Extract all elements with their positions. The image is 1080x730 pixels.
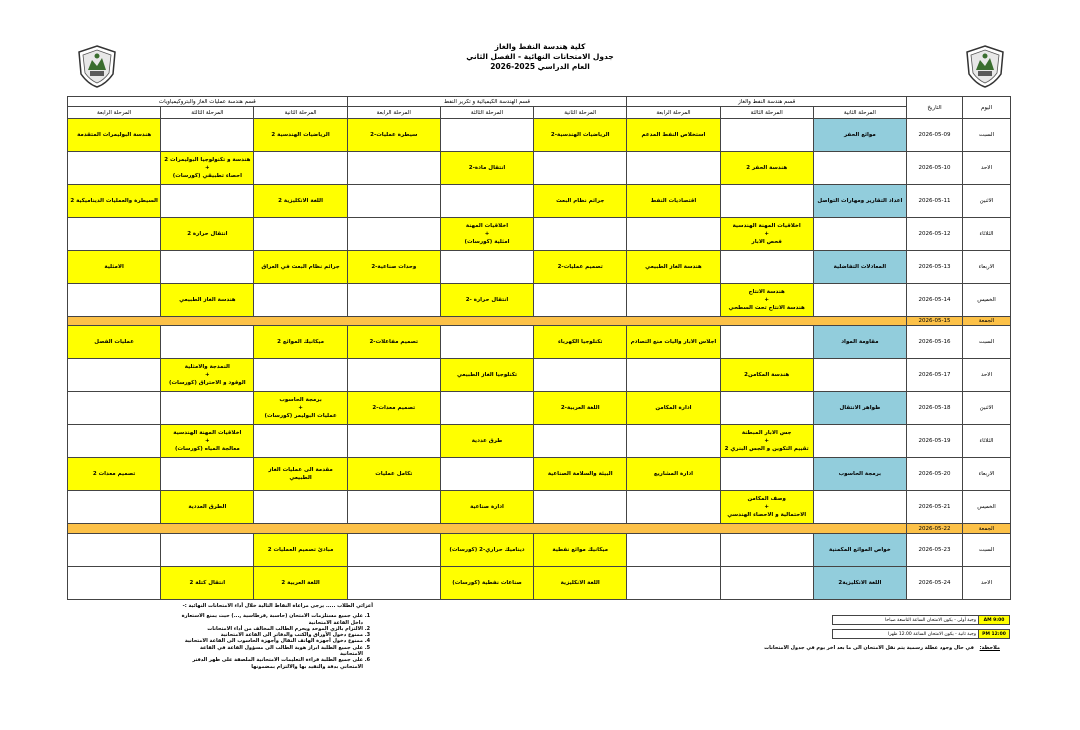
exam-cell xyxy=(347,566,440,599)
remark-text: في حال وجود عطلة رسمية يتم نقل الامتحان الى ما بعد اخر يوم في جدول الامتحانات xyxy=(764,645,974,651)
date-cell: 2026-05-19 xyxy=(907,425,963,458)
exam-cell xyxy=(720,119,813,152)
exam-cell xyxy=(440,185,533,218)
exam-cell xyxy=(813,425,906,458)
exam-cell: انتقال مادة-2 xyxy=(440,152,533,185)
exam-cell xyxy=(440,119,533,152)
exam-cell: تصميم مفاعلات-2 xyxy=(347,326,440,359)
college-name: كلية هندسة النفط والغاز xyxy=(494,42,586,51)
exam-cell xyxy=(440,392,533,425)
day-cell: الاثنين xyxy=(963,392,1011,425)
exam-cell: خواص الموائع المكمنية xyxy=(813,533,906,566)
day-cell: الجمعة xyxy=(963,317,1011,326)
exam-cell xyxy=(627,284,720,317)
day-cell: الاحد xyxy=(963,152,1011,185)
schedule-row xyxy=(68,152,1011,185)
stage-header: المرحلة الثانية xyxy=(813,107,906,119)
day-cell: السبت xyxy=(963,533,1011,566)
exam-cell xyxy=(254,152,347,185)
exam-cell: اللغة العربية 2 xyxy=(254,566,347,599)
note-item: 3. ممنوع دخول الأوراق والكتب والدفاتر الى القاعة الامتحانية xyxy=(178,632,363,638)
time-row xyxy=(833,616,1010,625)
date-cell: 2026-05-23 xyxy=(907,533,963,566)
note-item: 2. الالتزام بالزي الموحد ويحرم الطالب المخالف من أداء الامتحانات xyxy=(178,626,363,632)
schedule-row xyxy=(68,119,1011,152)
document-header xyxy=(340,42,740,72)
exam-cell xyxy=(254,359,347,392)
time-value: 9:00 AM xyxy=(979,616,1010,625)
schedule-row xyxy=(68,218,1011,251)
remark-label: ملاحظة: xyxy=(979,645,1000,651)
schedule-row xyxy=(68,425,1011,458)
exam-cell xyxy=(813,218,906,251)
exam-cell: تصميم معدات 2 xyxy=(68,458,161,491)
exam-cell: ظواهر الانتقال xyxy=(813,392,906,425)
exam-cell xyxy=(534,218,627,251)
exam-cell xyxy=(627,218,720,251)
schedule-row xyxy=(68,326,1011,359)
student-notes xyxy=(178,603,373,670)
exam-cell xyxy=(68,152,161,185)
exam-cell: مقاومة المواد xyxy=(813,326,906,359)
note-item: 4. ممنوع دخول أجهزة الهاتف النقال وأجهزة الحاسوب الى القاعة الامتحانية xyxy=(178,638,363,644)
exam-cell: مقدمة الى عمليات الغاز الطبيعي xyxy=(254,458,347,491)
schedule-row xyxy=(68,284,1011,317)
exam-cell xyxy=(161,458,254,491)
exam-cell: تصميم عمليات-2 xyxy=(534,251,627,284)
day-cell: السبت xyxy=(963,119,1011,152)
exam-cell: جرائم نظام البعث xyxy=(534,185,627,218)
exam-cell xyxy=(813,152,906,185)
day-cell: الثلاثاء xyxy=(963,425,1011,458)
exam-cell xyxy=(720,326,813,359)
exam-cell: عمليات الفصل xyxy=(68,326,161,359)
day-cell: الخميس xyxy=(963,491,1011,524)
exam-cell xyxy=(534,152,627,185)
stage-header: المرحلة الثالثة xyxy=(161,107,254,119)
exam-cell: الرياضيات الهندسية-2 xyxy=(534,119,627,152)
exam-cell xyxy=(347,185,440,218)
exam-cell xyxy=(627,491,720,524)
exam-cell xyxy=(347,284,440,317)
exam-cell: جرائم نظام البعث في العراق xyxy=(254,251,347,284)
schedule-row xyxy=(68,458,1011,491)
exam-cell xyxy=(440,251,533,284)
exam-cell: النمذجة والامثلية + الوقود و الاحتراق (كورسات) xyxy=(161,359,254,392)
exam-cell: السيطرة والعمليات الديناميكية 2 xyxy=(68,185,161,218)
exam-cell xyxy=(161,185,254,218)
exam-cell: مبادئ تصميم العمليات 2 xyxy=(254,533,347,566)
exam-cell: موائع الحفر xyxy=(813,119,906,152)
exam-cell xyxy=(161,326,254,359)
exam-cell xyxy=(161,533,254,566)
exam-cell: تصميم معدات-2 xyxy=(347,392,440,425)
exam-cell xyxy=(254,491,347,524)
friday-row xyxy=(68,317,1011,326)
exam-cell: ميكانيك الموائع 2 xyxy=(254,326,347,359)
exam-cell xyxy=(627,152,720,185)
exam-cell: اللغة الانكليزية xyxy=(534,566,627,599)
note-item: 1. علي جميع مستلزمات الامتحان (حاسبة ,قرطاسية ,...) حيث يمنع الاستعارة داخل القاعة الامتحانية xyxy=(178,613,363,626)
day-cell: الاحد xyxy=(963,359,1011,392)
exam-cell xyxy=(813,359,906,392)
exam-cell xyxy=(440,326,533,359)
exam-cell: وصف المكامن + الاحتمالية و الاحصاء الهندسي xyxy=(720,491,813,524)
date-cell: 2026-05-10 xyxy=(907,152,963,185)
exam-cell xyxy=(627,359,720,392)
note-item: 5. على جميع الطلبة ابراز هوية الطالب الى مسؤول القاعة في القاعة الامتحانية xyxy=(178,645,363,658)
exam-cell xyxy=(720,251,813,284)
date-header: التاريخ xyxy=(907,97,963,119)
date-cell: 2026-05-13 xyxy=(907,251,963,284)
exam-cell xyxy=(68,284,161,317)
department-petroleum: قسم هندسة النفط والغاز xyxy=(627,97,907,107)
exam-cell: تكامل عمليات xyxy=(347,458,440,491)
exam-cell: اللغة الانكليزية 2 xyxy=(254,185,347,218)
exam-cell xyxy=(534,491,627,524)
exam-cell: هندسة و تكنولوجيا البوليمرات 2 + احصاء تطبيقي (كورسات) xyxy=(161,152,254,185)
time-label: وجبة أولى - يكون الامتحان الساعة التاسعة صباحا xyxy=(833,616,979,625)
exam-cell xyxy=(627,566,720,599)
exam-cell xyxy=(68,425,161,458)
exam-schedule-table xyxy=(67,96,1011,600)
exam-cell: هندسة الغاز الطبيعي xyxy=(627,251,720,284)
date-cell: 2026-05-17 xyxy=(907,359,963,392)
day-cell: الاربعاء xyxy=(963,458,1011,491)
stage-header: المرحلة الثالثة xyxy=(440,107,533,119)
stage-header: المرحلة الثانية xyxy=(254,107,347,119)
exam-cell: انتقال كتلة 2 xyxy=(161,566,254,599)
exam-cell: هندسة الانتاج + هندسة الانتاج تحت السطحي xyxy=(720,284,813,317)
exam-cell: اجلاس الابار واليات منع التصادم xyxy=(627,326,720,359)
exam-cell xyxy=(440,458,533,491)
exam-cell xyxy=(347,533,440,566)
department-gas: قسم هندسة عمليات الغاز والبتروكيمياويات xyxy=(68,97,348,107)
department-chemical: قسم الهندسة الكيميائية و تكرير النفط xyxy=(347,97,627,107)
exam-cell xyxy=(720,533,813,566)
academic-year: العام الدراسي 2025-2026 xyxy=(490,62,590,71)
exam-cell xyxy=(254,218,347,251)
date-cell: 2026-05-11 xyxy=(907,185,963,218)
exam-cell xyxy=(347,218,440,251)
note-item: 6. على جميع الطلبة قراءة التعليمات الامتحانية الملصقة على ظهر الدفتر الامتحاني بدقة والتقيد بها والالتزام بمضمونها xyxy=(178,657,363,670)
exam-cell: انتقال حرارة 2 xyxy=(161,218,254,251)
exam-cell xyxy=(161,251,254,284)
exam-cell: سيطرة عمليات-2 xyxy=(347,119,440,152)
exam-cell xyxy=(627,533,720,566)
exam-cell: وحدات صناعية-2 xyxy=(347,251,440,284)
exam-cell: الطرق العددية xyxy=(161,491,254,524)
exam-cell xyxy=(68,566,161,599)
exam-cell: جس الابار المبطنة + تقييم التكوين و الجس البنري 2 xyxy=(720,425,813,458)
exam-cell xyxy=(813,491,906,524)
exam-cell: الامثلية xyxy=(68,251,161,284)
day-cell: الاربعاء xyxy=(963,251,1011,284)
day-cell: الاثنين xyxy=(963,185,1011,218)
stage-header: المرحلة الثالثة xyxy=(720,107,813,119)
day-cell: الاحد xyxy=(963,566,1011,599)
day-header: اليوم xyxy=(963,97,1011,119)
notes-title: أعزائي الطلاب ..... يرجى مراعاة النقاط التالية خلال أداء الامتحانات النهائية :- xyxy=(182,603,373,609)
college-logo xyxy=(964,44,1006,88)
exam-cell xyxy=(347,491,440,524)
exam-cell: ديناميك حراري-2 (كورسات) xyxy=(440,533,533,566)
schedule-row xyxy=(68,491,1011,524)
schedule-row xyxy=(68,533,1011,566)
date-cell: 2026-05-18 xyxy=(907,392,963,425)
exam-cell: اللغة الانكليزية2 xyxy=(813,566,906,599)
exam-cell xyxy=(534,359,627,392)
date-cell: 2026-05-16 xyxy=(907,326,963,359)
exam-cell: ادارة صناعية xyxy=(440,491,533,524)
exam-cell xyxy=(254,425,347,458)
exam-cell xyxy=(534,284,627,317)
date-cell: 2026-05-14 xyxy=(907,284,963,317)
exam-cell: تكنلوجيا الكهرباء xyxy=(534,326,627,359)
time-label: وجبة ثانية - يكون الامتحان الساعة 12.00 ظهرا xyxy=(833,630,979,639)
exam-cell: طرق عددية xyxy=(440,425,533,458)
schedule-row xyxy=(68,359,1011,392)
schedule-row xyxy=(68,392,1011,425)
exam-cell: اللغة العربية-2 xyxy=(534,392,627,425)
exam-cell xyxy=(68,359,161,392)
document-title: جدول الامتحانات النهائية - الفصل الثاني xyxy=(466,52,614,61)
date-cell: 2026-05-21 xyxy=(907,491,963,524)
exam-cell: صناعات نفطية (كورسات) xyxy=(440,566,533,599)
stage-header: المرحلة الرابعة xyxy=(347,107,440,119)
day-cell: الثلاثاء xyxy=(963,218,1011,251)
exam-cell xyxy=(720,566,813,599)
notes-list xyxy=(178,613,373,670)
exam-cell xyxy=(347,425,440,458)
day-cell: السبت xyxy=(963,326,1011,359)
exam-cell: المعادلات التفاضلية xyxy=(813,251,906,284)
friday-filler xyxy=(68,524,907,533)
schedule-row xyxy=(68,566,1011,599)
exam-cell xyxy=(720,458,813,491)
time-value: 12:00 PM xyxy=(979,630,1010,639)
exam-cell xyxy=(813,284,906,317)
stage-header: المرحلة الثانية xyxy=(534,107,627,119)
date-cell: 2026-05-12 xyxy=(907,218,963,251)
date-cell: 2026-05-09 xyxy=(907,119,963,152)
friday-row xyxy=(68,524,1011,533)
exam-cell xyxy=(68,218,161,251)
day-cell: الجمعة xyxy=(963,524,1011,533)
exam-cell xyxy=(68,491,161,524)
schedule-row xyxy=(68,251,1011,284)
exam-cell xyxy=(347,152,440,185)
exam-cell xyxy=(161,119,254,152)
exam-cell: البيئة والسلامة الصناعية xyxy=(534,458,627,491)
exam-cell: اخلاقيات المهنة الهندسية + معالجة المياه (كورسات) xyxy=(161,425,254,458)
exam-cell xyxy=(720,185,813,218)
exam-cell: ادارة المشاريع xyxy=(627,458,720,491)
exam-cell: اقتصاديات النفط xyxy=(627,185,720,218)
exam-cell xyxy=(347,359,440,392)
date-cell: 2026-05-24 xyxy=(907,566,963,599)
exam-cell: ادارة المكامن xyxy=(627,392,720,425)
exam-cell: ميكانيك موائع نفطية xyxy=(534,533,627,566)
date-cell: 2026-05-20 xyxy=(907,458,963,491)
day-cell: الخميس xyxy=(963,284,1011,317)
date-cell: 2026-05-15 xyxy=(907,317,963,326)
stage-header: المرحلة الرابعة xyxy=(68,107,161,119)
exam-cell: هندسة البوليمرات المتقدمة xyxy=(68,119,161,152)
exam-cell xyxy=(254,284,347,317)
exam-times-table xyxy=(832,615,1010,639)
exam-cell: انتقال حرارة -2 xyxy=(440,284,533,317)
exam-cell: اخلاقيات المهنة الهندسية + فحص الابار xyxy=(720,218,813,251)
date-cell: 2026-05-22 xyxy=(907,524,963,533)
friday-filler xyxy=(68,317,907,326)
schedule-row xyxy=(68,185,1011,218)
exam-cell: هندسة الغاز الطبيعي xyxy=(161,284,254,317)
time-row xyxy=(833,630,1010,639)
exam-cell: هندسة الحفر 2 xyxy=(720,152,813,185)
exam-cell xyxy=(161,392,254,425)
exam-cell xyxy=(68,392,161,425)
exam-cell xyxy=(68,533,161,566)
exam-cell: اعداد التقارير ومهارات التواصل xyxy=(813,185,906,218)
exam-cell: برمجة الحاسوب + عمليات البوليمر (كورسات) xyxy=(254,392,347,425)
exam-cell: برمجة الحاسوب xyxy=(813,458,906,491)
exam-cell: الرياضيات الهندسية 2 xyxy=(254,119,347,152)
exam-cell: تكنلوجيا الغاز الطبيعي xyxy=(440,359,533,392)
exam-cell xyxy=(720,392,813,425)
exam-cell: استخلاص النفط المدعم xyxy=(627,119,720,152)
holiday-remark xyxy=(700,645,1000,651)
exam-cell xyxy=(627,425,720,458)
exam-cell: اخلاقيات المهنة + امثلية (كورسات) xyxy=(440,218,533,251)
exam-cell: هندسة المكامن2 xyxy=(720,359,813,392)
exam-cell xyxy=(534,425,627,458)
stage-header: المرحلة الرابعة xyxy=(627,107,720,119)
university-logo xyxy=(76,44,118,88)
